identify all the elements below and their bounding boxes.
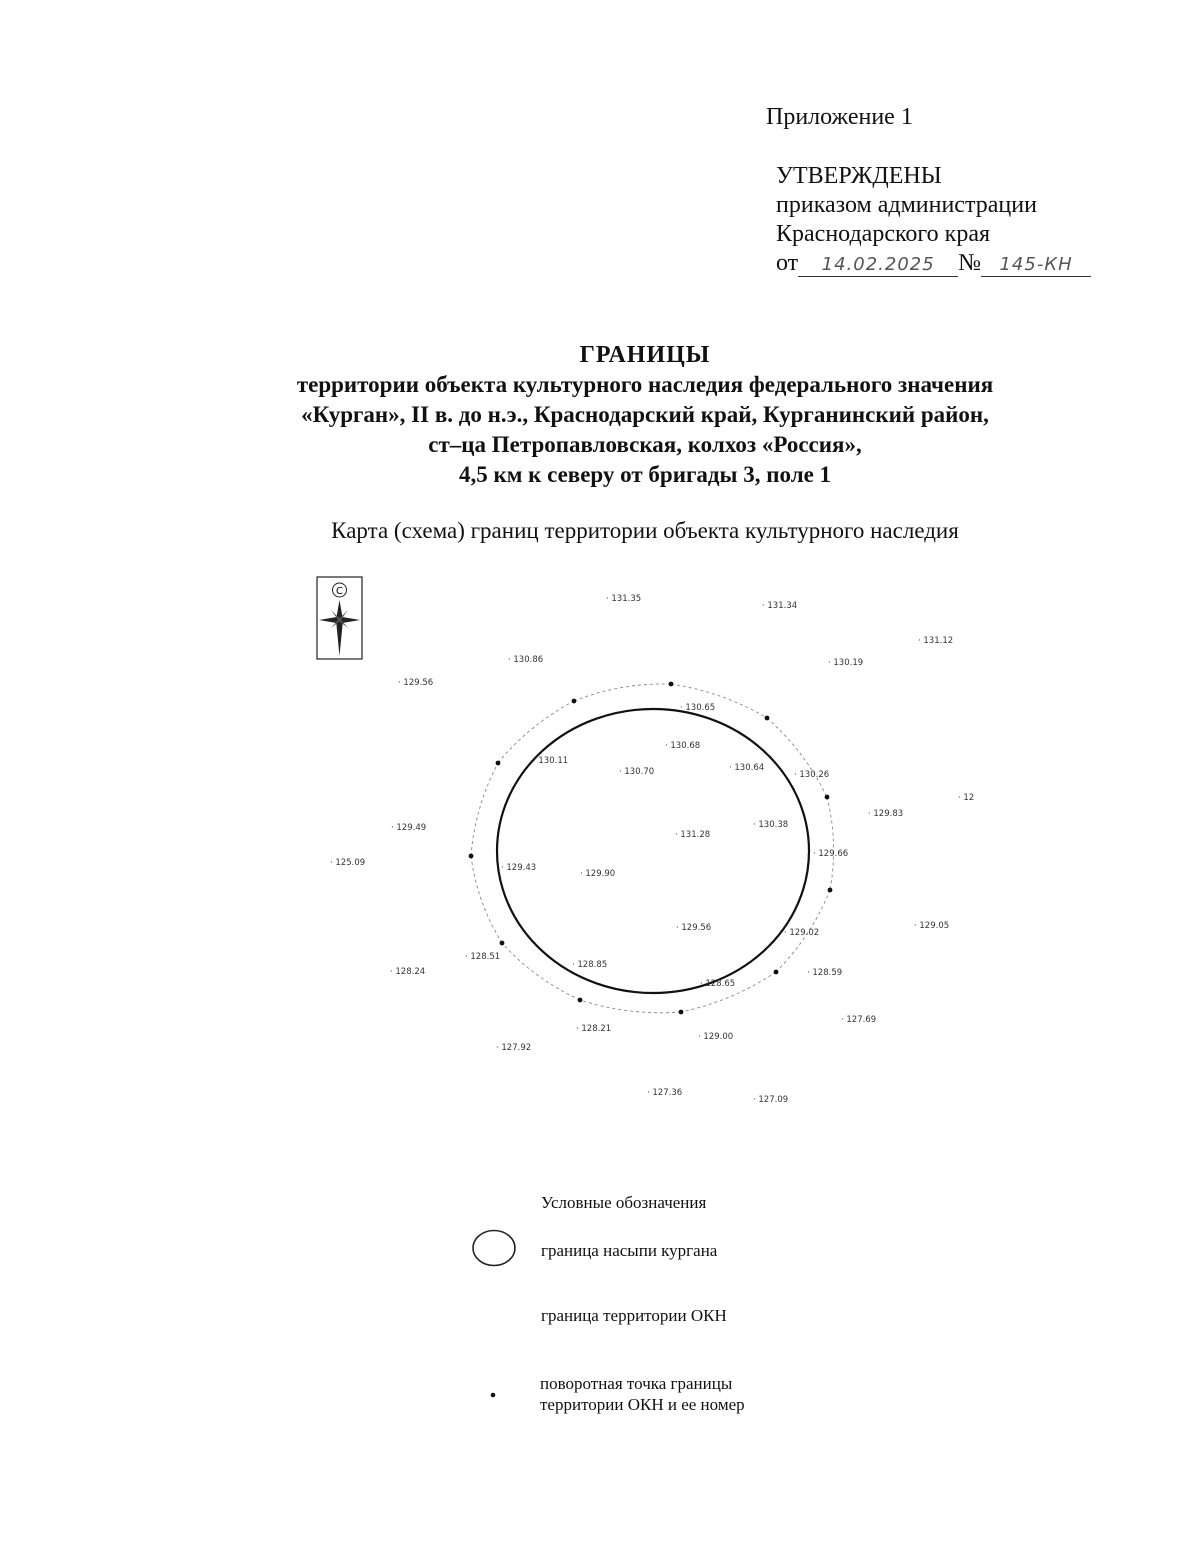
okn-boundary-segment	[767, 718, 830, 797]
map-subtitle: Карта (схема) границ территории объекта культурного наследия	[331, 518, 959, 543]
elevation-label: · 130.11	[533, 756, 569, 766]
okn-boundary-segment	[471, 763, 498, 856]
title-line-3: ст–ца Петропавловская, колхоз «Россия»,	[428, 432, 862, 457]
approval-block	[776, 162, 1091, 278]
turning-point	[669, 682, 674, 687]
legend-circle-icon	[472, 1228, 518, 1268]
elevation-label: · 128.24	[390, 967, 426, 977]
turning-point	[578, 998, 583, 1003]
turning-point	[679, 1010, 684, 1015]
elevation-label: · 131.35	[606, 594, 642, 604]
handwritten-number: 145-КН	[981, 254, 1091, 277]
elevation-label: · 131.28	[675, 830, 711, 840]
legend-dot-icon	[488, 1390, 498, 1400]
elevation-label: · 131.12	[918, 636, 954, 646]
elevation-label: · 130.19	[828, 658, 864, 668]
elevation-label: · 130.38	[753, 820, 789, 830]
okn-territory-boundary	[471, 684, 834, 1013]
elevation-label: · 129.49	[391, 823, 427, 833]
date-prefix: от	[776, 250, 799, 276]
turning-point	[500, 941, 505, 946]
handwritten-date: 14.02.2025	[798, 254, 958, 277]
elevation-label: · 128.85	[572, 960, 608, 970]
elevation-label: · 128.21	[576, 1024, 612, 1034]
elevation-label: · 127.36	[647, 1088, 683, 1098]
elevation-label: · 129.43	[501, 863, 537, 873]
approval-heading: УТВЕРЖДЕНЫ	[776, 163, 942, 189]
elevation-label: · 130.26	[794, 770, 830, 780]
elevation-label: · 127.09	[753, 1095, 789, 1105]
okn-boundary-segment	[681, 972, 776, 1012]
elevation-label: · 129.05	[914, 921, 950, 931]
elevation-label: · 129.56	[676, 923, 712, 933]
turning-points	[469, 682, 833, 1015]
title-heading: ГРАНИЦЫ	[579, 342, 711, 368]
elevation-label: · 127.69	[841, 1015, 877, 1025]
turning-point	[496, 761, 501, 766]
boundary-map	[300, 570, 1000, 1130]
turning-point	[765, 716, 770, 721]
legend-turning-line-2: территории ОКН и ее номер	[540, 1395, 745, 1414]
elevation-label: · 129.66	[813, 849, 849, 859]
turning-point	[825, 795, 830, 800]
legend-item-turning-point	[540, 1373, 745, 1415]
title-line-4: 4,5 км к северу от бригады 3, поле 1	[458, 462, 832, 487]
elevation-label: · 129.90	[580, 869, 616, 879]
legend-item-mound: граница насыпи кургана	[541, 1241, 718, 1260]
elevation-label: · 130.86	[508, 655, 544, 665]
turning-point	[828, 888, 833, 893]
north-arrow-icon	[317, 577, 362, 659]
elevation-label: · 129.02	[784, 928, 820, 938]
turning-point	[469, 854, 474, 859]
kurgan-mound-boundary	[497, 709, 809, 993]
elevation-label: · 130.68	[665, 741, 701, 751]
elevation-label: · 128.65	[700, 979, 736, 989]
compass-label: С	[336, 586, 343, 597]
elevation-label: · 130.64	[729, 763, 765, 773]
okn-boundary-segment	[498, 701, 574, 763]
elevation-label: · 131.34	[762, 601, 798, 611]
elevation-label: · 129.00	[698, 1032, 734, 1042]
title-line-2: «Курган», II в. до н.э., Краснодарский край, Курганинский район,	[301, 402, 989, 427]
title-line-1: территории объекта культурного наследия федерального значения	[296, 372, 994, 397]
elevation-label: · 12	[958, 793, 975, 803]
elevation-label: · 128.59	[807, 968, 843, 978]
legend-title: Условные обозначения	[541, 1193, 707, 1212]
elevation-label: · 127.92	[496, 1043, 532, 1053]
elevation-label: · 129.83	[868, 809, 904, 819]
okn-boundary-segment	[580, 1000, 681, 1013]
approval-date-line	[776, 249, 1091, 278]
approval-order: приказом администрации	[776, 192, 1037, 218]
elevation-label: · 128.51	[465, 952, 501, 962]
okn-boundary-segment	[827, 797, 834, 890]
legend-turning-line-1: поворотная точка границы	[540, 1374, 733, 1393]
appendix-label: Приложение 1	[766, 104, 913, 130]
elevation-label: · 129.56	[398, 678, 434, 688]
approval-region: Краснодарского края	[776, 221, 991, 247]
legend-item-okn-boundary: граница территории ОКН	[541, 1306, 727, 1325]
elevation-label: · 125.09	[330, 858, 366, 868]
elevation-label: · 130.70	[619, 767, 655, 777]
elevation-labels	[330, 594, 974, 1105]
number-prefix: №	[958, 250, 982, 276]
turning-point	[572, 699, 577, 704]
document-title	[0, 340, 1200, 490]
turning-point	[774, 970, 779, 975]
okn-boundary-segment	[574, 684, 671, 701]
elevation-label: · 130.65	[680, 703, 716, 713]
